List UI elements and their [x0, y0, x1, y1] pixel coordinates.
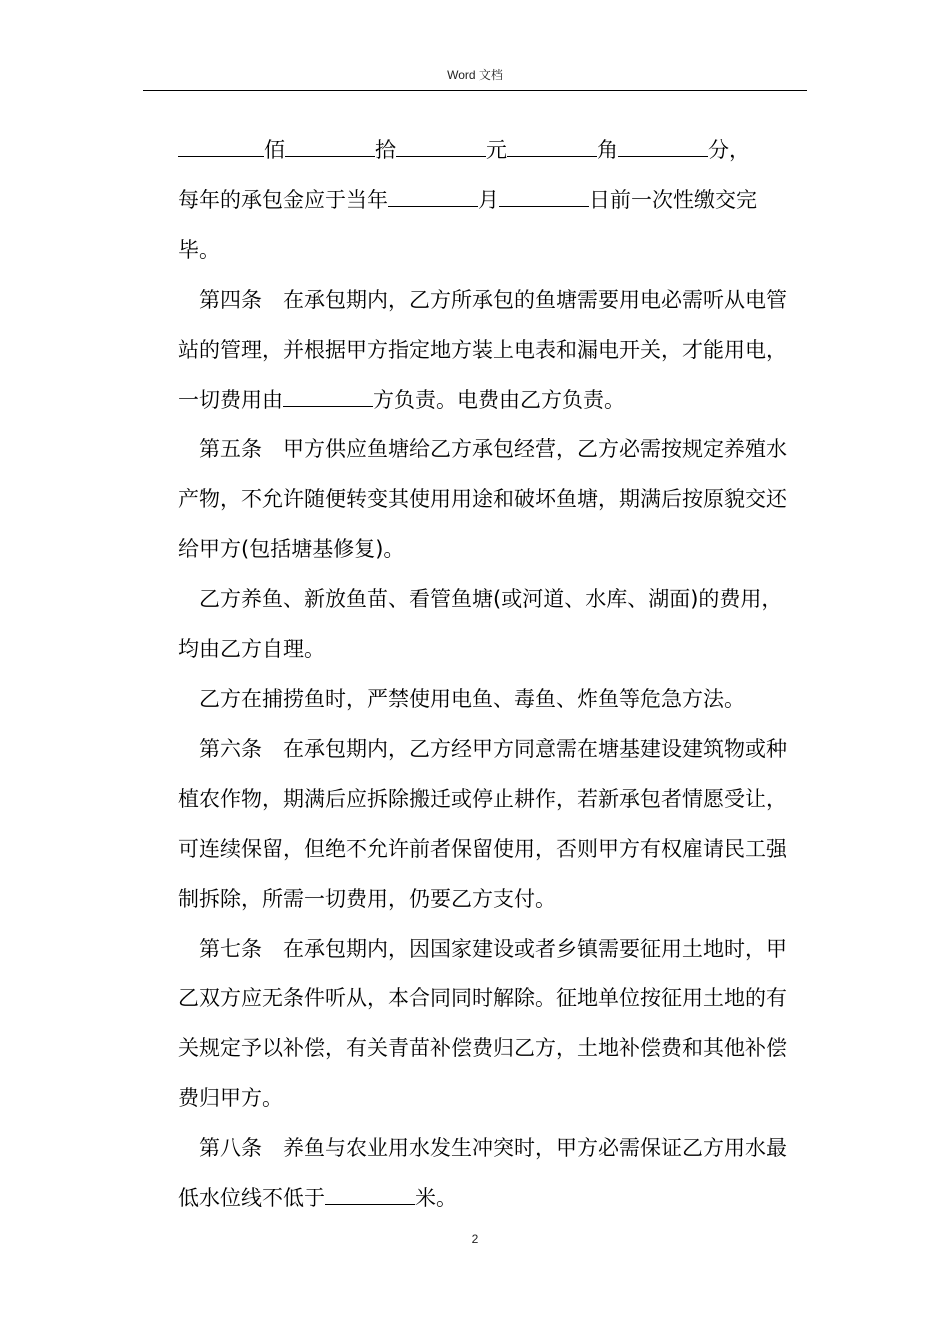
- article-4-paragraph: [178, 276, 798, 426]
- article-4-text-1: 在承包期内，乙方所承包的鱼塘需要用电必需听从电管站的管理，并根据甲方指定地方装上电表和漏电开关，才能用电，一切费用由: [178, 287, 787, 412]
- blank-line: [396, 136, 486, 157]
- blank-line: [178, 136, 264, 157]
- payment-text-2: 月: [478, 187, 499, 212]
- blank-line: [285, 136, 375, 157]
- article-8-label: 第八条: [199, 1136, 262, 1161]
- article-4-label: 第四条: [199, 287, 262, 312]
- blank-line: [499, 186, 589, 207]
- blank-line: [325, 1184, 415, 1205]
- fish-costs-paragraph: 乙方养鱼、新放鱼苗、看管鱼塘(或河道、水库、湖面)的费用，均由乙方自理。: [178, 587, 783, 662]
- page-header: [143, 64, 807, 91]
- amount-line: [178, 126, 798, 176]
- blank-line: [283, 386, 373, 407]
- article-5-label: 第五条: [199, 437, 262, 462]
- fishing-rules-paragraph: 乙方在捕捞鱼时，严禁使用电鱼、毒鱼、炸鱼等危急方法。: [199, 686, 745, 711]
- payment-text-1: 每年的承包金应于当年: [178, 187, 388, 212]
- article-7-text: 在承包期内，因国家建设或者乡镇需要征用土地时，甲乙双方应无条件听从，本合同同时解除。征地单位按征用土地的有关规定予以补偿，有关青苗补偿费归乙方，土地补偿费和其他补偿费归甲方。: [178, 936, 787, 1111]
- article-8-paragraph: [178, 1124, 798, 1224]
- article-5-text: 甲方供应鱼塘给乙方承包经营，乙方必需按规定养殖水产物，不允许随便转变其使用用途和破坏鱼塘，期满后按原貌交还给甲方(包括塘基修复)。: [178, 437, 787, 562]
- page-number: 2: [471, 1232, 479, 1246]
- article-6-label: 第六条: [199, 736, 262, 761]
- document-body: [178, 126, 798, 1224]
- payment-paragraph: [178, 176, 798, 276]
- article-5-paragraph: [178, 425, 798, 575]
- article-6-paragraph: [178, 725, 798, 925]
- amount-unit-bai: 佰: [264, 138, 285, 162]
- amount-unit-shi: 拾: [375, 138, 396, 162]
- blank-line: [388, 186, 478, 207]
- article-4-text-2: 方负责。电费由乙方负责。: [373, 387, 625, 412]
- amount-unit-yuan: 元: [486, 138, 507, 162]
- article-8-text-1: 养鱼与农业用水发生冲突时，甲方必需保证乙方用水最低水位线不低于: [178, 1136, 787, 1211]
- payment-text-3: 日前一次性缴交完毕。: [178, 187, 757, 262]
- blank-line: [507, 136, 597, 157]
- blank-line: [618, 136, 708, 157]
- amount-unit-fen: 分，: [708, 138, 750, 162]
- article-7-label: 第七条: [199, 936, 262, 961]
- article-7-paragraph: [178, 925, 798, 1125]
- amount-unit-jiao: 角: [597, 138, 618, 162]
- header-title: Word 文档: [447, 68, 503, 82]
- article-6-text: 在承包期内，乙方经甲方同意需在塘基建设建筑物或种植农作物，期满后应拆除搬迁或停止耕作，若新承包者情愿受让，可连续保留，但绝不允许前者保留使用，否则甲方有权雇请民工强制拆除，所需一切费用，仍要乙方支付。: [178, 736, 787, 911]
- article-8-text-2: 米。: [415, 1186, 457, 1211]
